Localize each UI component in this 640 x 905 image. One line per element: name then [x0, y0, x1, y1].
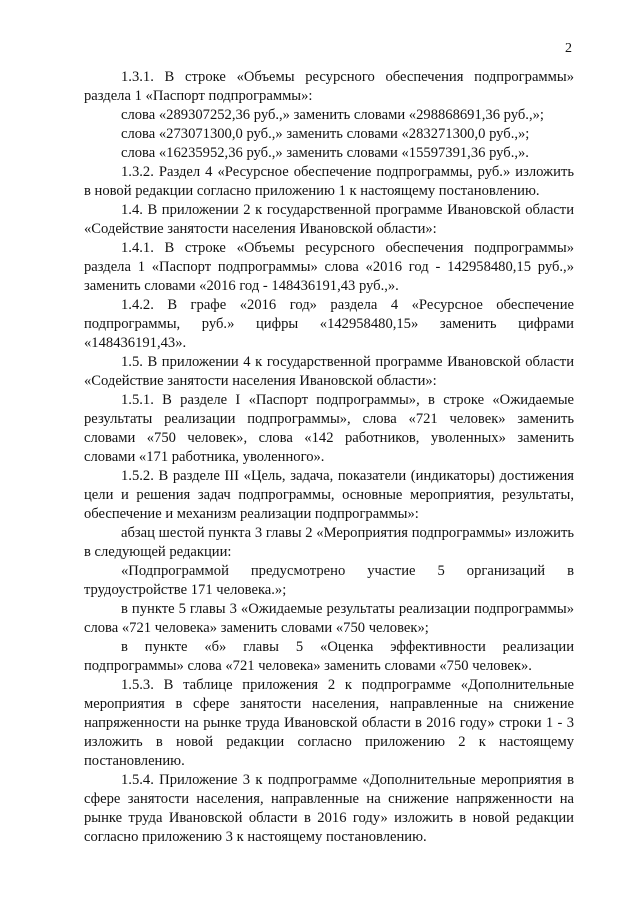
paragraph-quote: «Подпрограммой предусмотрено участие 5 организаций в трудоустройстве 171 человека.»; — [84, 563, 574, 598]
document-body — [84, 68, 574, 847]
paragraph-1-5-1: 1.5.1. В разделе I «Паспорт подпрограммы», в строке «Ожидаемые результаты реализации подпрограммы», слова «721 человек» заменить словами «750 человек», слова «142 работников, уволенных» заменить словами «171 работника, уволенного». — [84, 392, 574, 465]
page-number: 2 — [565, 41, 572, 56]
paragraph-1-4: 1.4. В приложении 2 к государственной программе Ивановской области «Содействие занятости населения Ивановской области»: — [84, 202, 574, 237]
paragraph-1-5: 1.5. В приложении 4 к государственной программе Ивановской области «Содействие занятости населения Ивановской области»: — [84, 354, 574, 389]
paragraph-punkt-5: в пункте 5 главы 3 «Ожидаемые результаты реализации подпрограммы» слова «721 человека» заменить словами «750 человек»; — [84, 601, 574, 636]
paragraph-replacement-1: слова «289307252,36 руб.,» заменить словами «298868691,36 руб.,»; — [121, 107, 544, 123]
paragraph-1-5-3: 1.5.3. В таблице приложения 2 к подпрограмме «Дополнительные мероприятия в сфере занятости населения, направленные на снижение напряженности на рынке труда Ивановской области в 2016 году» строки 1 - 3 изложить в новой редакции согласно приложению 2 к настоящему постановлению. — [84, 677, 574, 769]
paragraph-1-4-2: 1.4.2. В графе «2016 год» раздела 4 «Ресурсное обеспечение подпрограммы, руб.» цифры «142958480,15» заменить цифрами «148436191,43». — [84, 297, 574, 351]
paragraph-1-5-4: 1.5.4. Приложение 3 к подпрограмме «Дополнительные мероприятия в сфере занятости населения, направленные на снижение напряженности на рынке труда Ивановской области в 2016 году» изложить в новой редакции согласно приложению 3 к настоящему постановлению. — [84, 772, 574, 845]
paragraph-abzac-shestoy: абзац шестой пункта 3 главы 2 «Мероприятия подпрограммы» изложить в следующей редакции: — [84, 525, 574, 560]
paragraph-1-5-2: 1.5.2. В разделе III «Цель, задача, показатели (индикаторы) достижения цели и решения задач подпрограммы, основные мероприятия, результаты, обеспечение и механизм реализации подпрограммы»: — [84, 468, 574, 522]
paragraph-replacement-3: слова «16235952,36 руб.,» заменить словами «15597391,36 руб.,». — [121, 145, 529, 161]
paragraph-punkt-b: в пункте «б» главы 5 «Оценка эффективности реализации подпрограммы» слова «721 человека» заменить словами «750 человек». — [84, 639, 574, 674]
paragraph-replacement-2: слова «273071300,0 руб.,» заменить словами «283271300,0 руб.,»; — [121, 126, 530, 142]
paragraph-1-3-2: 1.3.2. Раздел 4 «Ресурсное обеспечение подпрограммы, руб.» изложить в новой редакции согласно приложению 1 к настоящему постановлению. — [84, 164, 574, 199]
paragraph-1-4-1: 1.4.1. В строке «Объемы ресурсного обеспечения подпрограммы» раздела 1 «Паспорт подпрограммы» слова «2016 год - 142958480,15 руб.,» заменить словами «2016 год - 148436191,43 руб.,». — [84, 240, 574, 294]
paragraph-1-3-1: 1.3.1. В строке «Объемы ресурсного обеспечения подпрограммы» раздела 1 «Паспорт подпрограммы»: — [84, 69, 574, 104]
